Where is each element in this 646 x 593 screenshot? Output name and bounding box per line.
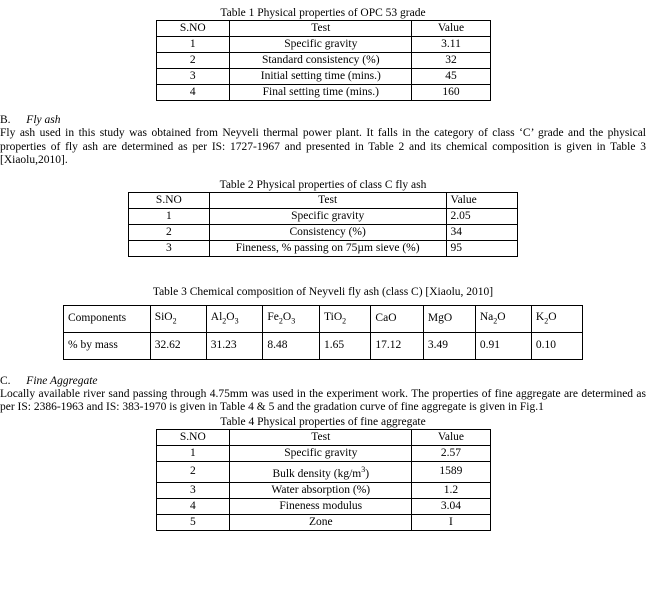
cell-value: I <box>412 514 490 530</box>
table1-body <box>156 21 490 101</box>
cell-na2o: 0.91 <box>475 332 531 359</box>
table-row <box>129 208 518 224</box>
cell-test: Initial setting time (mins.) <box>230 69 412 85</box>
cell-sno: 1 <box>156 445 230 461</box>
table-row <box>156 482 490 498</box>
cell-value: 160 <box>412 85 490 101</box>
table4-header-test: Test <box>230 429 412 445</box>
cell-value: 2.05 <box>446 208 517 224</box>
cell-test: Consistency (%) <box>209 224 446 240</box>
cell-sno: 4 <box>156 85 230 101</box>
spacer-before-section-c <box>0 360 646 374</box>
table4-body <box>156 429 490 530</box>
cell-test: Zone <box>230 514 412 530</box>
cell-test: Standard consistency (%) <box>230 53 412 69</box>
cell-sno: 5 <box>156 514 230 530</box>
table-row <box>156 85 490 101</box>
table3-body <box>64 305 583 359</box>
row-label-mass: % by mass <box>64 332 151 359</box>
section-c-paragraph: Locally available river sand passing through 4.75mm was used in the experiment work. The properties of fine aggregate are determined as per IS: 2386-1963 and IS: 383-1970 is given in Table 4 & 5 and the gradation curve of fine aggregate is given in Fig.1 <box>0 387 646 414</box>
table-row <box>156 53 490 69</box>
table1 <box>156 20 491 101</box>
table-header-row <box>129 192 518 208</box>
spacer-before-table3 <box>0 257 646 271</box>
table2-header-test: Test <box>209 192 446 208</box>
cell-sio2: 32.62 <box>150 332 206 359</box>
cell-test: Specific gravity <box>230 37 412 53</box>
cell-value: 34 <box>446 224 517 240</box>
cell-value: 45 <box>412 69 490 85</box>
table1-header-sno: S.NO <box>156 21 230 37</box>
table-row <box>64 332 583 359</box>
table-row <box>129 240 518 256</box>
cell-sno: 3 <box>156 69 230 85</box>
table-header-row <box>64 305 583 332</box>
cell-value: 3.04 <box>412 498 490 514</box>
section-b-title: Fly ash <box>26 114 61 126</box>
table-row <box>156 37 490 53</box>
cell-test: Specific gravity <box>209 208 446 224</box>
cell-test: Specific gravity <box>230 445 412 461</box>
cell-tio2: 1.65 <box>320 332 371 359</box>
table-row <box>156 498 490 514</box>
table4-header-value: Value <box>412 429 490 445</box>
section-b-paragraph: Fly ash used in this study was obtained from Neyveli thermal power plant. It falls in the category of class ‘C’ grade and the physical properties of fly ash are determined as per IS: 1727-1967 and presented in Table 2 and its chemical composition is given in Table 3 [Xiaolu,2010]. <box>0 127 646 167</box>
cell-test: Bulk density $(kg/m^3)$ <box>230 461 412 482</box>
cell-mgo: 3.49 <box>423 332 475 359</box>
table3 <box>63 305 583 360</box>
table2-body <box>129 192 518 256</box>
cell-sno: 1 <box>156 37 230 53</box>
table3-header-tio2: TiO$_2$ <box>320 305 371 332</box>
cell-sno: 1 <box>129 208 210 224</box>
cell-value: 32 <box>412 53 490 69</box>
table2-caption: Table 2 Physical properties of class C fly ash <box>219 178 427 191</box>
table2-header-sno: S.NO <box>129 192 210 208</box>
cell-sno: 2 <box>156 461 230 482</box>
table3-caption: Table 3 Chemical composition of Neyveli fly ash (class C) [Xiaolu, 2010] <box>152 285 494 298</box>
table-row <box>156 445 490 461</box>
table-row <box>129 224 518 240</box>
cell-test: Fineness, % passing on 75µm sieve (%) <box>209 240 446 256</box>
table3-header-k2o: $K_2O$ <box>531 305 582 332</box>
section-c-heading <box>0 374 646 388</box>
cell-k2o: 0.10 <box>531 332 582 359</box>
table4 <box>156 429 491 531</box>
cell-al2o3: 31.23 <box>206 332 263 359</box>
cell-cao: 17.12 <box>371 332 423 359</box>
cell-sno: 2 <box>129 224 210 240</box>
cell-fe2o3: 8.48 <box>263 332 320 359</box>
table1-caption: Table 1 Physical properties of OPC 53 grade <box>220 7 426 19</box>
table3-header-sio2: SiO$_2$ <box>150 305 206 332</box>
section-c-letter: C. <box>0 374 11 387</box>
cell-value: 3.11 <box>412 37 490 53</box>
table-header-row <box>156 429 490 445</box>
table4-caption: Table 4 Physical properties of fine aggregate <box>220 415 426 428</box>
cell-sno: 2 <box>156 53 230 69</box>
table1-header-value: Value <box>412 21 490 37</box>
table2 <box>128 192 518 257</box>
table3-header-mgo: MgO <box>423 305 475 332</box>
table3-header-na2o: $Na_2O$ <box>475 305 531 332</box>
table3-header-cao: CaO <box>371 305 423 332</box>
table-row <box>156 461 490 482</box>
cell-sno: 3 <box>156 482 230 498</box>
spacer-before-table3-b <box>0 271 646 285</box>
table-header-row <box>156 21 490 37</box>
cell-test: Water absorption (%) <box>230 482 412 498</box>
table3-header-components: Components <box>64 305 151 332</box>
section-b-heading <box>0 113 646 127</box>
cell-sno: 4 <box>156 498 230 514</box>
cell-test: Fineness modulus <box>230 498 412 514</box>
section-c-title: Fine Aggregate <box>26 374 98 387</box>
section-b-letter: B. <box>0 114 11 126</box>
spacer-before-table2 <box>0 168 646 178</box>
cell-test: Final setting time (mins.) <box>230 85 412 101</box>
spacer-after-table1 <box>0 101 646 113</box>
table1-header-test: Test <box>230 21 412 37</box>
cell-value: 1589 <box>412 461 490 482</box>
table4-header-sno: S.NO <box>156 429 230 445</box>
table3-header-al2o3: $Al_2O_3$ <box>206 305 263 332</box>
table3-header-fe2o3: $Fe_2O_3$ <box>263 305 320 332</box>
cell-value: 1.2 <box>412 482 490 498</box>
table-row <box>156 69 490 85</box>
cell-value: 95 <box>446 240 517 256</box>
table-row <box>156 514 490 530</box>
cell-value: 2.57 <box>412 445 490 461</box>
table2-header-value: Value <box>446 192 517 208</box>
cell-sno: 3 <box>129 240 210 256</box>
